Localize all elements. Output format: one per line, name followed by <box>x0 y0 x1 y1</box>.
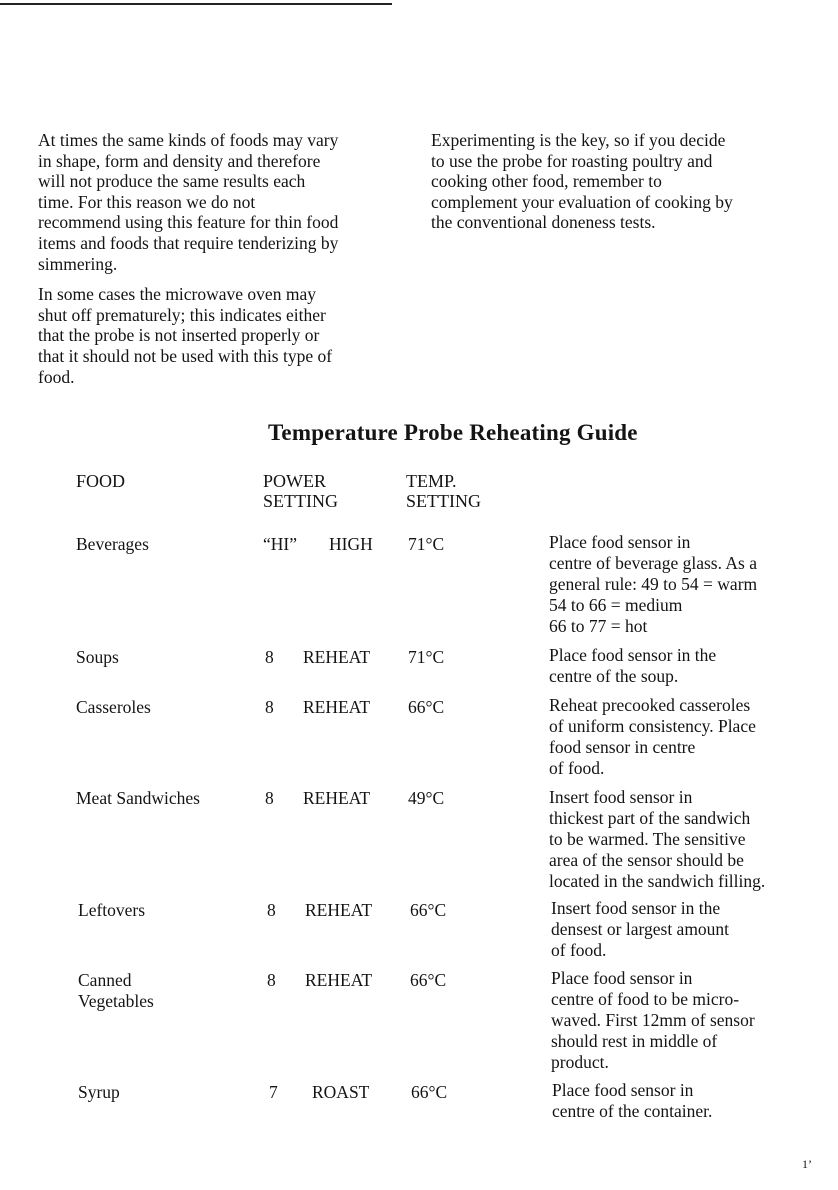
instruction-note: Insert food sensor in thickest part of the sandwich to be warmed. The sensitive area of the sensor should be located in the sandwich filling. <box>549 787 766 891</box>
temp-value: 66°C <box>408 697 445 717</box>
power-mode: REHEAT <box>305 970 373 990</box>
temp-value: 71°C <box>408 534 445 554</box>
power-mode: REHEAT <box>303 647 371 667</box>
food-name: Casseroles <box>76 697 151 717</box>
food-name: Canned Vegetables <box>78 970 154 1011</box>
food-name: Syrup <box>78 1082 120 1102</box>
instruction-note: Reheat precooked casseroles of uniform consistency. Place food sensor in centre of food. <box>549 695 756 778</box>
power-mode: REHEAT <box>303 788 371 808</box>
power-mode: REHEAT <box>303 697 371 717</box>
temp-value: 66°C <box>410 970 447 990</box>
temp-value: 71°C <box>408 647 445 667</box>
power-mode: HIGH <box>329 534 373 554</box>
power-level: 8 <box>265 788 274 808</box>
top-rule <box>0 3 392 5</box>
intro-paragraph: Experimenting is the key, so if you decide to use the probe for roasting poultry and cooking other food, remember to complement your evaluation of cooking by the conventional doneness tests. <box>431 130 733 233</box>
power-level: 8 <box>267 970 276 990</box>
temp-value: 66°C <box>411 1082 448 1102</box>
food-name: Leftovers <box>78 900 146 920</box>
header-temp-setting: TEMP. SETTING <box>406 471 481 511</box>
power-level: “HI” <box>263 534 298 554</box>
power-level: 8 <box>267 900 276 920</box>
food-name: Beverages <box>76 534 149 554</box>
page-number: 1’ <box>802 1157 812 1171</box>
power-level: 7 <box>269 1082 278 1102</box>
power-mode: ROAST <box>312 1082 370 1102</box>
guide-title: Temperature Probe Reheating Guide <box>268 420 638 445</box>
instruction-note: Place food sensor in centre of food to be micro- waved. First 12mm of sensor should rest in middle of product. <box>551 968 755 1072</box>
intro-paragraph: At times the same kinds of foods may vary in shape, form and density and therefore will not produce the same results each time. For this reason we do not recommend using this feature for thin food items and foods that require tenderizing by simmering. <box>38 130 339 274</box>
food-name: Meat Sandwiches <box>76 788 200 808</box>
power-level: 8 <box>265 697 274 717</box>
instruction-note: Place food sensor in centre of beverage glass. As a general rule: 49 to 54 = warm 54 to 66 = medium 66 to 77 = hot <box>549 532 758 636</box>
power-level: 8 <box>265 647 274 667</box>
intro-left-column <box>38 130 406 397</box>
food-name: Soups <box>76 647 119 667</box>
intro-paragraph: In some cases the microwave oven may shut off prematurely; this indicates either that the probe is not inserted properly or that it should not be used with this type of food. <box>38 284 333 387</box>
power-mode: REHEAT <box>305 900 373 920</box>
header-food: FOOD <box>76 471 126 491</box>
instruction-note: Insert food sensor in the densest or largest amount of food. <box>551 898 730 960</box>
temp-value: 66°C <box>410 900 447 920</box>
instruction-note: Place food sensor in the centre of the soup. <box>549 645 717 686</box>
temp-value: 49°C <box>408 788 445 808</box>
instruction-note: Place food sensor in centre of the container. <box>552 1080 713 1121</box>
header-power-setting: POWER SETTING <box>263 471 338 511</box>
intro-right-column <box>431 130 799 243</box>
